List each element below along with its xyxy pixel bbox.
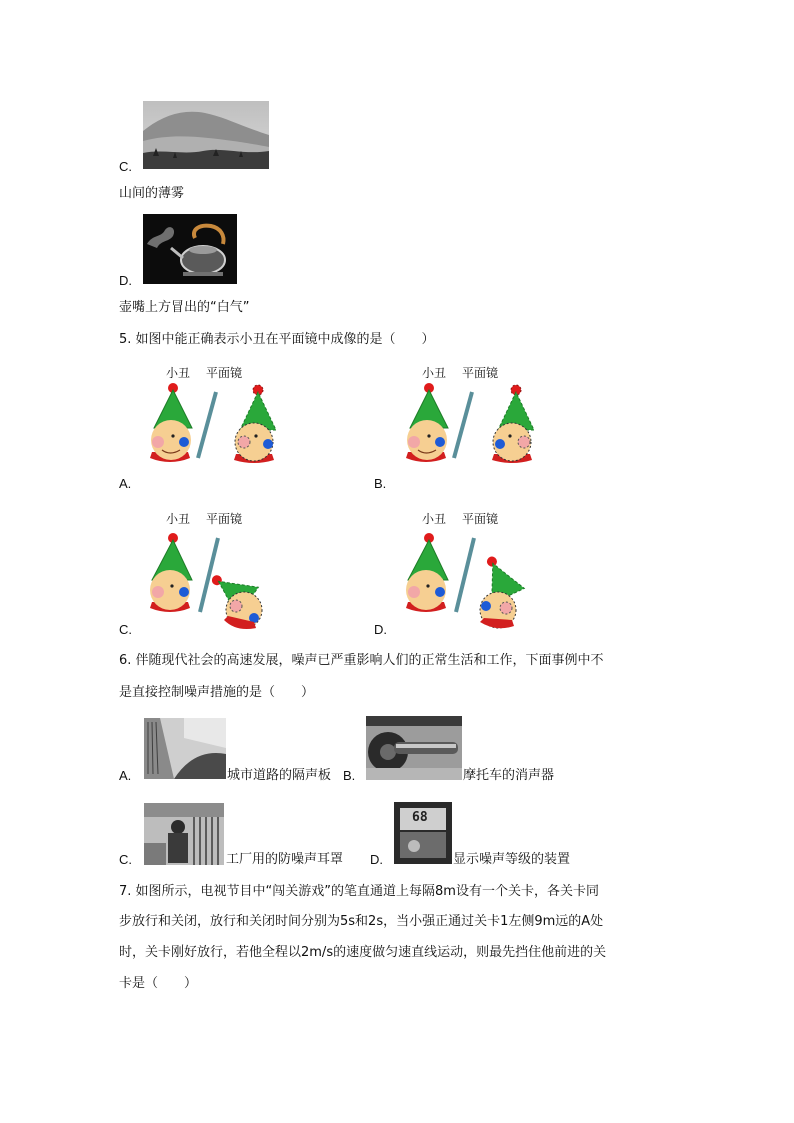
q6-option-d-caption: 显示噪声等级的装置 [453,852,571,867]
mirror-label: 平面镜 [462,366,499,380]
q6-option-a-label: A. [119,768,132,783]
motorcycle-muffler-photo [366,716,462,780]
question-7-line1: 7. 如图所示，电视节目中“闯关游戏”的笔直通道上每隔8m设有一个关卡，各关卡同 [119,884,599,899]
meter-reading: 68 [412,810,428,825]
question-7-line3: 时，关卡刚好放行，若他全程以2m/s的速度做匀速直线运动，则最先挡住他前进的关 [119,945,607,960]
mountain-mist-photo [143,101,269,169]
factory-earmuff-photo [144,803,224,865]
clown-diagram-c [140,506,290,636]
mirror-label: 平面镜 [462,512,499,526]
q6-option-b-label-wrap [343,767,355,785]
mirror-label: 平面镜 [206,366,243,380]
question-6-stem-line2: 是直接控制噪声措施的是（ ） [119,685,315,700]
option-c-caption: 山间的薄雾 [119,186,185,201]
clown-diagram-a [140,362,290,472]
clown-diagram-d [396,506,546,636]
option-d-caption: 壶嘴上方冒出的“白气” [119,300,250,315]
clown-diagram-b [396,362,546,472]
q5-option-d-label: D. [374,622,387,637]
option-d-label: D. [119,273,132,288]
clown-label: 小丑 [166,512,191,526]
q5-option-a-label: A. [119,476,132,491]
q6-option-b-label: B. [343,768,356,783]
question-7-line4: 卡是（ ） [119,976,198,991]
q6-option-c-label: C. [119,852,132,867]
mirror-label: 平面镜 [206,512,243,526]
noise-meter-photo [394,802,452,864]
clown-label: 小丑 [422,366,447,380]
q6-option-c-caption: 工厂用的防噪声耳罩 [226,852,344,867]
question-7-line2: 步放行和关闭，放行和关闭时间分别为5s和2s，当小强正通过关卡1左侧9m远的A处 [119,914,604,929]
q6-option-b-caption: 摩托车的消声器 [463,768,555,783]
q5-option-c-label: C. [119,622,132,637]
clown-label: 小丑 [166,366,191,380]
question-6-stem-line1: 6. 伴随现代社会的高速发展，噪声已严重影响人们的正常生活和工作，下面事例中不 [119,653,604,668]
clown-label: 小丑 [422,512,447,526]
q5-option-b-label: B. [374,476,387,491]
q6-option-a-caption: 城市道路的隔声板 [227,768,332,783]
q6-option-d-label: D. [370,852,383,867]
option-c-label: C. [119,159,132,174]
sound-barrier-photo [144,718,226,779]
kettle-steam-photo [143,214,237,284]
question-5-stem: 5. 如图中能正确表示小丑在平面镜中成像的是（ ） [119,332,435,347]
